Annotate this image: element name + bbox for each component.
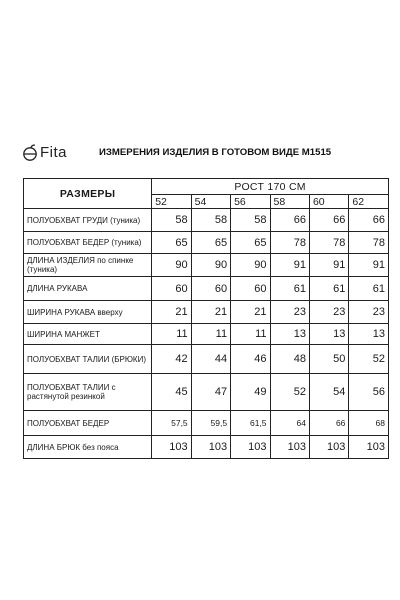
table-row xyxy=(24,436,389,459)
table-row xyxy=(24,411,389,436)
cell-value: 91 xyxy=(349,254,389,277)
cell-value: 65 xyxy=(191,232,230,254)
cell-value: 60 xyxy=(191,277,230,301)
cell-value: 44 xyxy=(191,345,230,374)
row-label: ПОЛУОБХВАТ БЕДЕР xyxy=(24,411,152,436)
table-row xyxy=(24,324,389,345)
fita-logo-icon xyxy=(22,143,38,163)
row-label: ШИРИНА МАНЖЕТ xyxy=(24,324,152,345)
cell-value: 66 xyxy=(270,209,309,232)
table-row xyxy=(24,345,389,374)
cell-value: 23 xyxy=(349,301,389,324)
cell-value: 45 xyxy=(152,374,191,411)
row-label: ПОЛУОБХВАТ ТАЛИИ с растянутой резинкой xyxy=(24,374,152,411)
cell-value: 61 xyxy=(309,277,348,301)
cell-value: 21 xyxy=(152,301,191,324)
cell-value: 56 xyxy=(349,374,389,411)
cell-value: 49 xyxy=(231,374,270,411)
row-label: ПОЛУОБХВАТ ГРУДИ (туника) xyxy=(24,209,152,232)
cell-value: 13 xyxy=(349,324,389,345)
cell-value: 23 xyxy=(270,301,309,324)
cell-value: 78 xyxy=(349,232,389,254)
cell-value: 103 xyxy=(349,436,389,459)
cell-value: 58 xyxy=(191,209,230,232)
brand-logo xyxy=(22,141,67,165)
cell-value: 78 xyxy=(309,232,348,254)
row-label: ПОЛУОБХВАТ БЕДЕР (туника) xyxy=(24,232,152,254)
cell-value: 46 xyxy=(231,345,270,374)
cell-value: 103 xyxy=(191,436,230,459)
row-label: ШИРИНА РУКАВА вверху xyxy=(24,301,152,324)
cell-value: 21 xyxy=(231,301,270,324)
cell-value: 68 xyxy=(349,411,389,436)
cell-value: 65 xyxy=(231,232,270,254)
cell-value: 61,5 xyxy=(231,411,270,436)
cell-value: 52 xyxy=(270,374,309,411)
cell-value: 11 xyxy=(231,324,270,345)
cell-value: 103 xyxy=(231,436,270,459)
sizes-header: РАЗМЕРЫ xyxy=(24,179,152,209)
height-group-header: РОСТ 170 СМ xyxy=(152,179,389,195)
cell-value: 23 xyxy=(309,301,348,324)
table-row xyxy=(24,209,389,232)
row-label: ДЛИНА ИЗДЕЛИЯ по спинке (туника) xyxy=(24,254,152,277)
cell-value: 54 xyxy=(309,374,348,411)
size-col-header: 54 xyxy=(191,195,230,209)
size-col-header: 62 xyxy=(349,195,389,209)
cell-value: 52 xyxy=(349,345,389,374)
cell-value: 47 xyxy=(191,374,230,411)
cell-value: 61 xyxy=(270,277,309,301)
size-col-header: 56 xyxy=(231,195,270,209)
cell-value: 90 xyxy=(231,254,270,277)
cell-value: 13 xyxy=(309,324,348,345)
size-col-header: 60 xyxy=(309,195,348,209)
cell-value: 91 xyxy=(270,254,309,277)
cell-value: 90 xyxy=(152,254,191,277)
row-label: ПОЛУОБХВАТ ТАЛИИ (БРЮКИ) xyxy=(24,345,152,374)
row-label: ДЛИНА БРЮК без пояса xyxy=(24,436,152,459)
cell-value: 64 xyxy=(270,411,309,436)
cell-value: 21 xyxy=(191,301,230,324)
cell-value: 11 xyxy=(152,324,191,345)
table-row xyxy=(24,277,389,301)
table-row xyxy=(24,232,389,254)
cell-value: 58 xyxy=(152,209,191,232)
cell-value: 103 xyxy=(270,436,309,459)
cell-value: 90 xyxy=(191,254,230,277)
table-row xyxy=(24,254,389,277)
cell-value: 42 xyxy=(152,345,191,374)
cell-value: 11 xyxy=(191,324,230,345)
document-header xyxy=(22,141,382,165)
size-chart-table xyxy=(23,178,389,459)
brand-name: Fita xyxy=(40,144,68,161)
size-col-header: 58 xyxy=(270,195,309,209)
cell-value: 13 xyxy=(270,324,309,345)
cell-value: 66 xyxy=(349,209,389,232)
cell-value: 65 xyxy=(152,232,191,254)
cell-value: 50 xyxy=(309,345,348,374)
cell-value: 59,5 xyxy=(191,411,230,436)
cell-value: 61 xyxy=(349,277,389,301)
cell-value: 60 xyxy=(231,277,270,301)
cell-value: 103 xyxy=(309,436,348,459)
row-label: ДЛИНА РУКАВА xyxy=(24,277,152,301)
size-col-header: 52 xyxy=(152,195,191,209)
cell-value: 91 xyxy=(309,254,348,277)
cell-value: 60 xyxy=(152,277,191,301)
table-row xyxy=(24,301,389,324)
table-row xyxy=(24,374,389,411)
cell-value: 58 xyxy=(231,209,270,232)
cell-value: 48 xyxy=(270,345,309,374)
cell-value: 78 xyxy=(270,232,309,254)
cell-value: 103 xyxy=(152,436,191,459)
table-header-row xyxy=(24,179,389,195)
document-title: ИЗМЕРЕНИЯ ИЗДЕЛИЯ В ГОТОВОМ ВИДЕ М1515 xyxy=(99,147,332,158)
cell-value: 66 xyxy=(309,411,348,436)
cell-value: 66 xyxy=(309,209,348,232)
cell-value: 57,5 xyxy=(152,411,191,436)
